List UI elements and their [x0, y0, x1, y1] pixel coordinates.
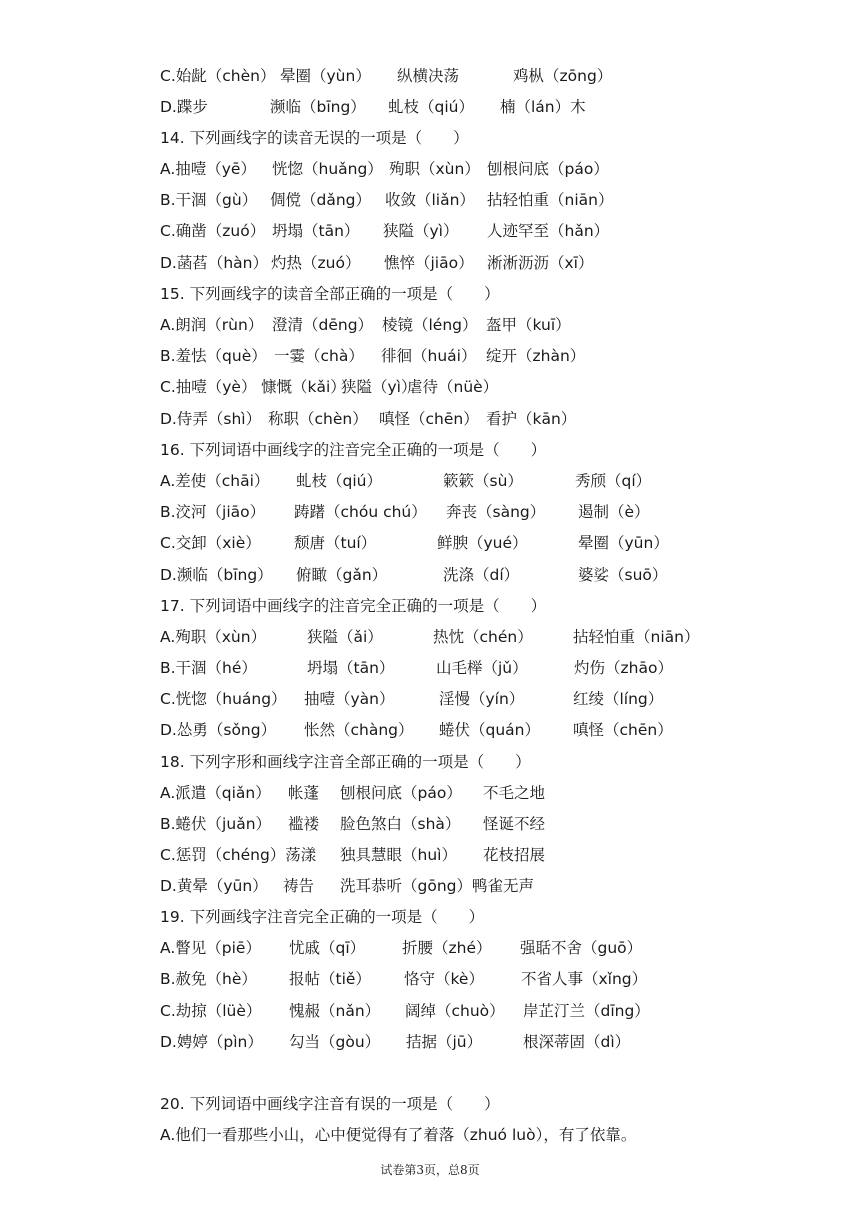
option-item: 祷告 [283, 877, 315, 895]
option-item: A.朗润（rùn） [160, 316, 264, 334]
option-item: D.黄晕（yūn） [160, 877, 268, 895]
option-item: 徘徊（huái） [381, 347, 477, 365]
option-item: 嗔怪（chēn） [573, 721, 673, 739]
option-item: 红绫（líng） [573, 690, 664, 708]
option-item: 俯瞰（gǎn） [296, 566, 388, 584]
option-item: 狭隘（yì） [341, 378, 417, 396]
option-item: 晕圈（yūn） [578, 534, 669, 552]
option-item: A.派遣（qiǎn） [160, 784, 271, 802]
option-item: 岸芷汀兰（dīng） [523, 1002, 650, 1020]
option-item: 拈轻怕重（niān） [487, 191, 614, 209]
option-item: 淅淅沥沥（xī） [487, 254, 594, 272]
option-item: C.交卸（xiè） [160, 534, 261, 552]
option-item: C.恍惚（huáng） [160, 690, 287, 708]
option-item: 晕圈（yùn） [280, 67, 371, 85]
option-item: B.蜷伏（juǎn） [160, 815, 272, 833]
option-item: 人迹罕至（hǎn） [487, 222, 610, 240]
option-item: 倜傥（dǎng） [270, 191, 372, 209]
option-item: 恪守（kè） [404, 970, 484, 988]
question-stem: 18. 下列字形和画线字注音全部正确的一项是（ ） [160, 753, 531, 771]
option-item: D.菡萏（hàn） [160, 254, 269, 272]
option-item: 热忱（chén） [433, 628, 533, 646]
option-item: 洗涤（dí） [443, 566, 520, 584]
option-item: B.干涸（gù） [160, 191, 258, 209]
option-item: B.洨河（jiāo） [160, 503, 266, 521]
option-item: 不毛之地 [483, 784, 546, 802]
option-item: 刨根问底（páo） [487, 160, 609, 178]
option-item: 灼伤（zhāo） [574, 659, 673, 677]
option-item: 澄清（dēng） [272, 316, 374, 334]
option-item: 濒临（bīng） [270, 98, 366, 116]
option-item: D.怂勇（sǒng） [160, 721, 277, 739]
option-item: 蜷伏（quán） [439, 721, 540, 739]
question-stem: A.他们一看那些小山，心中便觉得有了着落（zhuó luò），有了依靠。 [160, 1126, 637, 1144]
option-item: 根深蒂固（dì） [523, 1033, 631, 1051]
option-item: C.确凿（zuó） [160, 222, 266, 240]
question-stem: 15. 下列画线字的读音全部正确的一项是（ ） [160, 285, 500, 303]
option-item: 虬枝（qiú） [388, 98, 474, 116]
option-item: 勾当（gòu） [289, 1033, 381, 1051]
option-item: 憔悴（jiāo） [384, 254, 474, 272]
option-item: 强聒不舍（guō） [520, 939, 643, 957]
option-item: C.劫掠（lüè） [160, 1002, 262, 1020]
option-item: 绽开（zhàn） [486, 347, 586, 365]
option-item: 踌躇（chóu chú） [294, 503, 427, 521]
option-item: 坍塌（tān） [272, 222, 360, 240]
option-item: 虬枝（qiú） [296, 472, 382, 490]
option-item: 灼热（zuó） [271, 254, 361, 272]
option-item: D.侍弄（shì） [160, 410, 262, 428]
option-item: 折腰（zhé） [402, 939, 492, 957]
option-item: D.濒临（bīng） [160, 566, 273, 584]
option-item: 忧戚（qī） [289, 939, 366, 957]
option-item: D.娉婷（pìn） [160, 1033, 263, 1051]
option-item: C.始龀（chèn） [160, 67, 276, 85]
question-stem: 20. 下列词语中画线字注音有误的一项是（ ） [160, 1095, 500, 1113]
option-item: 洗耳恭听（gōng）鸭雀无声 [340, 877, 534, 895]
option-item: 拈轻怕重（niān） [573, 628, 700, 646]
option-item: 虐待（nüè） [407, 378, 499, 396]
option-item: 抽噎（yàn） [304, 690, 395, 708]
option-item: 拮据（jū） [406, 1033, 483, 1051]
option-item: 山毛榉（jǔ） [436, 659, 528, 677]
option-item: 恍惚（huǎng） [272, 160, 383, 178]
option-item: C.惩罚（chéng）荡漾 [160, 846, 317, 864]
option-item: D.蹀步 [160, 98, 208, 116]
option-item: 婆娑（suō） [578, 566, 668, 584]
option-item: 怪诞不经 [483, 815, 546, 833]
question-stem: 16. 下列词语中画线字的注音完全正确的一项是（ ） [160, 441, 547, 459]
option-item: 淫慢（yín） [439, 690, 525, 708]
option-item: 奔丧（sàng） [446, 503, 546, 521]
option-item: 棱镜（léng） [382, 316, 478, 334]
option-item: 狭隘（yì） [383, 222, 459, 240]
option-item: 盔甲（kuī） [486, 316, 571, 334]
option-item: 刨根问底（páo） [340, 784, 462, 802]
option-item: 鲜腴（yué） [437, 534, 528, 552]
option-item: 慷慨（kǎi） [261, 378, 346, 396]
option-item: A.抽噎（yē） [160, 160, 256, 178]
option-item: 纵横决荡 [397, 67, 460, 85]
option-item: 独具慧眼（huì） [340, 846, 457, 864]
option-item: 帐蓬 [288, 784, 320, 802]
option-item: 脸色煞白（shà） [340, 815, 461, 833]
option-item: 狭隘（ǎi） [307, 628, 383, 646]
option-item: 褴褛 [288, 815, 320, 833]
option-item: C.抽噎（yè） [160, 378, 257, 396]
option-item: 一霎（chà） [274, 347, 364, 365]
option-item: 不省人事（xǐng） [521, 970, 648, 988]
option-item: A.瞥见（piē） [160, 939, 261, 957]
option-item: 坍塌（tān） [307, 659, 395, 677]
question-stem: 17. 下列词语中画线字的注音完全正确的一项是（ ） [160, 597, 547, 615]
option-item: 嗔怪（chēn） [379, 410, 479, 428]
option-item: 花枝招展 [483, 846, 546, 864]
option-item: 称职（chèn） [268, 410, 368, 428]
option-item: B.赦免（hè） [160, 970, 257, 988]
option-item: 阔绰（chuò） [405, 1002, 505, 1020]
option-item: 簌簌（sù） [443, 472, 523, 490]
option-item: 遏制（è） [578, 503, 650, 521]
option-item: 颓唐（tuí） [294, 534, 377, 552]
option-item: 怅然（chàng） [304, 721, 414, 739]
option-item: 鸡枞（zōng） [513, 67, 613, 85]
option-item: 楠（lán）木 [500, 98, 586, 116]
question-stem: 14. 下列画线字的读音无误的一项是（ ） [160, 129, 469, 147]
option-item: A.差使（chāi） [160, 472, 270, 490]
option-item: 殉职（xùn） [389, 160, 480, 178]
option-item: A.殉职（xùn） [160, 628, 267, 646]
option-item: 报帖（tiě） [289, 970, 371, 988]
option-item: B.干涸（hé） [160, 659, 257, 677]
option-item: B.羞怯（què） [160, 347, 267, 365]
option-item: 秀颀（qí） [575, 472, 652, 490]
option-item: 看护（kān） [486, 410, 577, 428]
option-item: 收敛（liǎn） [385, 191, 475, 209]
question-stem: 19. 下列画线字注音完全正确的一项是（ ） [160, 908, 485, 926]
option-item: 愧赧（nǎn） [289, 1002, 381, 1020]
page-footer: 试卷第3页，总8页 [380, 1163, 480, 1177]
